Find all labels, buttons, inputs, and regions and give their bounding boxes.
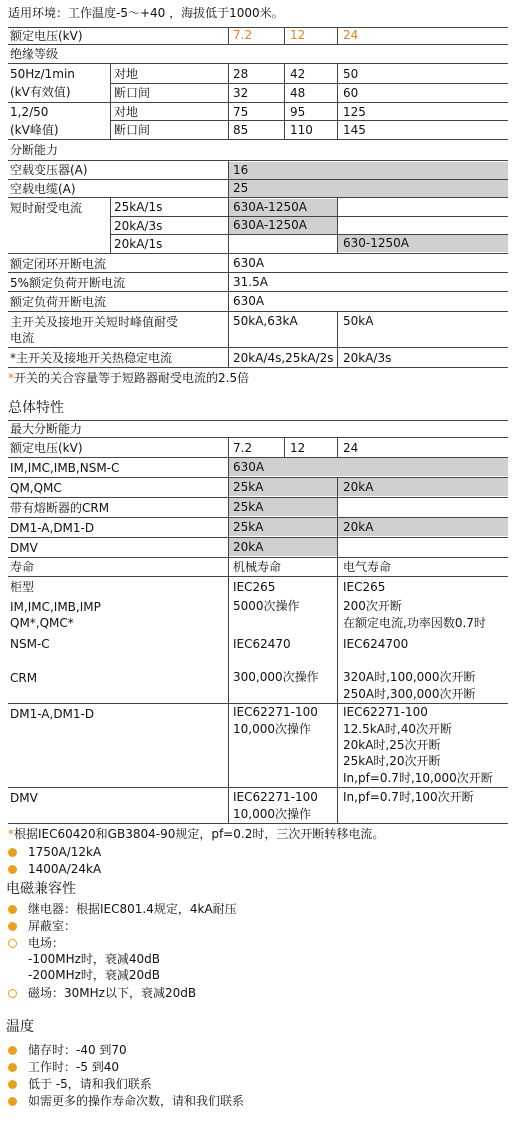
- row-label: QM,QMC: [10, 481, 62, 495]
- cell: 20kA: [343, 480, 374, 494]
- cell: IEC265: [233, 580, 276, 594]
- row-label: 带有熔断器的CRM: [10, 501, 110, 515]
- rated-voltage-label: 额定电压(kV): [10, 29, 83, 43]
- list-subitem: -100MHz时，衰减40dB: [28, 952, 161, 966]
- cell: 630A: [233, 460, 265, 474]
- cell: IEC62470: [233, 637, 291, 651]
- row-label: QM*,QMC*: [10, 616, 74, 630]
- row-label: NSM-C: [10, 637, 50, 651]
- row-label: IM,IMC,IMB,NSM-C: [10, 461, 120, 475]
- cell: In,pf=0.7时,100次开断: [343, 790, 474, 804]
- breaking-capacity-heading: 分断能力: [10, 143, 59, 157]
- cell: 25kA: [233, 500, 264, 514]
- cell: 在额定电流,功率因数0.7时: [343, 616, 486, 630]
- to-ground-label: 对地: [114, 105, 139, 119]
- bullet-icon: [8, 922, 17, 931]
- row-label: 额定闭环开断电流: [10, 257, 107, 271]
- mech-life-heading: 机械寿命: [233, 560, 282, 574]
- row-label: DM1-A,DM1-D: [10, 521, 95, 535]
- general-characteristics-title: 总体特性: [8, 400, 64, 416]
- row-label: IM,IMC,IMB,IMP: [10, 600, 101, 614]
- cell: 85: [233, 123, 249, 137]
- voltage-24: 24: [343, 28, 359, 42]
- hollow-bullet-icon: [8, 989, 17, 998]
- row-label: 空载电缆(A): [10, 182, 76, 196]
- environment-note: 适用环境：工作温度-5～+40 ，海拔低于1000米。: [8, 6, 284, 20]
- cell: 20kA: [233, 540, 264, 554]
- voltage-7-2: 7.2: [233, 28, 253, 42]
- cell: 25kA: [233, 480, 264, 494]
- cell: 5000次操作: [233, 599, 300, 613]
- list-item: 1750A/12kA: [28, 845, 102, 859]
- row-label: 柜型: [10, 580, 35, 594]
- cell: 630-1250A: [343, 236, 409, 250]
- gray-cell: [229, 180, 508, 197]
- cell: 28: [233, 67, 249, 81]
- cell: IEC62271-100: [343, 705, 428, 719]
- cell: 110: [290, 123, 313, 137]
- cell: 16: [233, 163, 249, 177]
- cell: 250A时,300,000次开断: [343, 687, 476, 701]
- voltage-7-2: 7.2: [233, 441, 253, 455]
- row-label: 电流: [10, 331, 35, 345]
- f50-label-1: 50Hz/1min: [10, 67, 75, 81]
- elec-life-heading: 电气寿命: [343, 560, 392, 574]
- cell: 48: [290, 86, 306, 100]
- row-label: 5%额定负荷开断电流: [10, 276, 126, 290]
- cell: 300,000次操作: [233, 670, 319, 684]
- cell: 42: [290, 67, 306, 81]
- f50-label-2: (kV有效值): [10, 85, 71, 99]
- row-label: DMV: [10, 541, 38, 555]
- row-label: 短时耐受电流: [10, 201, 83, 215]
- cell: 10,000次操作: [233, 807, 311, 821]
- cell: IEC265: [343, 580, 386, 594]
- list-item: 低于 -5，请和我们联系: [28, 1077, 152, 1091]
- cell: 320A时,100,000次开断: [343, 670, 476, 684]
- gray-cell: [229, 162, 508, 179]
- list-item: 如需更多的操作寿命次数，请和我们联系: [28, 1094, 245, 1108]
- list-subitem: -200MHz时，衰减20dB: [28, 968, 161, 982]
- bullet-icon: [8, 1080, 17, 1089]
- to-ground-label: 对地: [114, 67, 139, 81]
- list-item: 继电器：根据IEC801.4规定，4kA耐压: [28, 902, 237, 916]
- cell: 20kA/3s: [343, 351, 392, 365]
- cell: 10,000次操作: [233, 722, 311, 736]
- voltage-24: 24: [343, 441, 359, 455]
- bullet-icon: [8, 1097, 17, 1106]
- cell: 60: [343, 86, 359, 100]
- cell: IEC62271-100: [233, 790, 318, 804]
- footnote-text: 根据IEC60420和GB3804-90规定，pf=0.2时，三次开断转移电流。: [14, 827, 385, 841]
- rated-voltage-label: 额定电压(kV): [10, 441, 83, 455]
- voltage-12: 12: [290, 441, 306, 455]
- cell: In,pf=0.7时,10,000次开断: [343, 771, 493, 785]
- cell: IEC624700: [343, 637, 409, 651]
- bullet-icon: [8, 1046, 17, 1055]
- sub-label: 25kA/1s: [114, 200, 163, 214]
- cell: 630A-1250A: [233, 200, 307, 214]
- cell: IEC62271-100: [233, 705, 318, 719]
- list-item: 1400A/24kA: [28, 862, 102, 876]
- impulse-label-2: (kV峰值): [10, 123, 59, 137]
- row-label: 空载变压器(A): [10, 163, 88, 177]
- cell: 25kA: [233, 520, 264, 534]
- bullet-icon: [8, 848, 17, 857]
- row-label: DM1-A,DM1-D: [10, 707, 95, 721]
- cell: 630A: [233, 294, 265, 308]
- cell: 32: [233, 86, 249, 100]
- gray-cell: [229, 458, 508, 476]
- bullet-icon: [8, 1063, 17, 1072]
- temperature-title: 温度: [6, 1019, 34, 1035]
- cell: 75: [233, 105, 249, 119]
- cell: 12.5kA时,40次开断: [343, 722, 452, 736]
- across-gap-label: 断口间: [114, 123, 151, 137]
- cell: 20kA/4s,25kA/2s: [233, 351, 334, 365]
- row-label: *主开关及接地开关热稳定电流: [10, 351, 173, 365]
- cell: 50: [343, 67, 359, 81]
- cell: 200次开断: [343, 599, 402, 613]
- row-label: 额定负荷开断电流: [10, 295, 107, 309]
- sub-label: 20kA/3s: [114, 219, 163, 233]
- cell: 145: [343, 123, 366, 137]
- cell: 25kA时,20次开断: [343, 754, 441, 768]
- cell: 20kA时,25次开断: [343, 738, 441, 752]
- list-item: 磁场：30MHz以下，衰减20dB: [28, 986, 197, 1000]
- bullet-icon: [8, 865, 17, 874]
- footnote-text: 开关的关合容量等于短路器耐受电流的2.5倍: [14, 371, 250, 385]
- cell: 95: [290, 105, 306, 119]
- cell: 630A-1250A: [233, 218, 307, 232]
- hollow-bullet-icon: [8, 939, 17, 948]
- sub-label: 20kA/1s: [114, 237, 163, 251]
- list-item: 电场：: [28, 936, 65, 950]
- list-item: 储存时：-40 到70: [28, 1043, 127, 1057]
- bullet-icon: [8, 905, 17, 914]
- insulation-level-heading: 绝缘等级: [10, 47, 59, 61]
- cell: 25: [233, 181, 249, 195]
- cell: 50kA,63kA: [233, 314, 298, 328]
- cell: 630A: [233, 256, 265, 270]
- footnote-1: [8, 370, 249, 386]
- cell: 125: [343, 105, 366, 119]
- across-gap-label: 断口间: [114, 86, 151, 100]
- footnote-star: *: [8, 827, 14, 841]
- impulse-label-1: 1,2/50: [10, 105, 49, 119]
- row-label: 主开关及接地开关短时峰值耐受: [10, 315, 179, 329]
- life-heading: 寿命: [10, 560, 35, 574]
- cell: 50kA: [343, 314, 374, 328]
- cell: 31.5A: [233, 275, 268, 289]
- row-label: DMV: [10, 791, 38, 805]
- voltage-12: 12: [290, 28, 306, 42]
- emc-title: 电磁兼容性: [6, 881, 76, 897]
- list-item: 屏蔽室：: [28, 919, 77, 933]
- row-label: CRM: [10, 671, 38, 685]
- footnote-2: [8, 826, 384, 842]
- max-breaking-heading: 最大分断能力: [10, 422, 83, 436]
- cell: 20kA: [343, 520, 374, 534]
- footnote-star: *: [8, 371, 14, 385]
- list-item: 工作时：-5 到40: [28, 1060, 120, 1074]
